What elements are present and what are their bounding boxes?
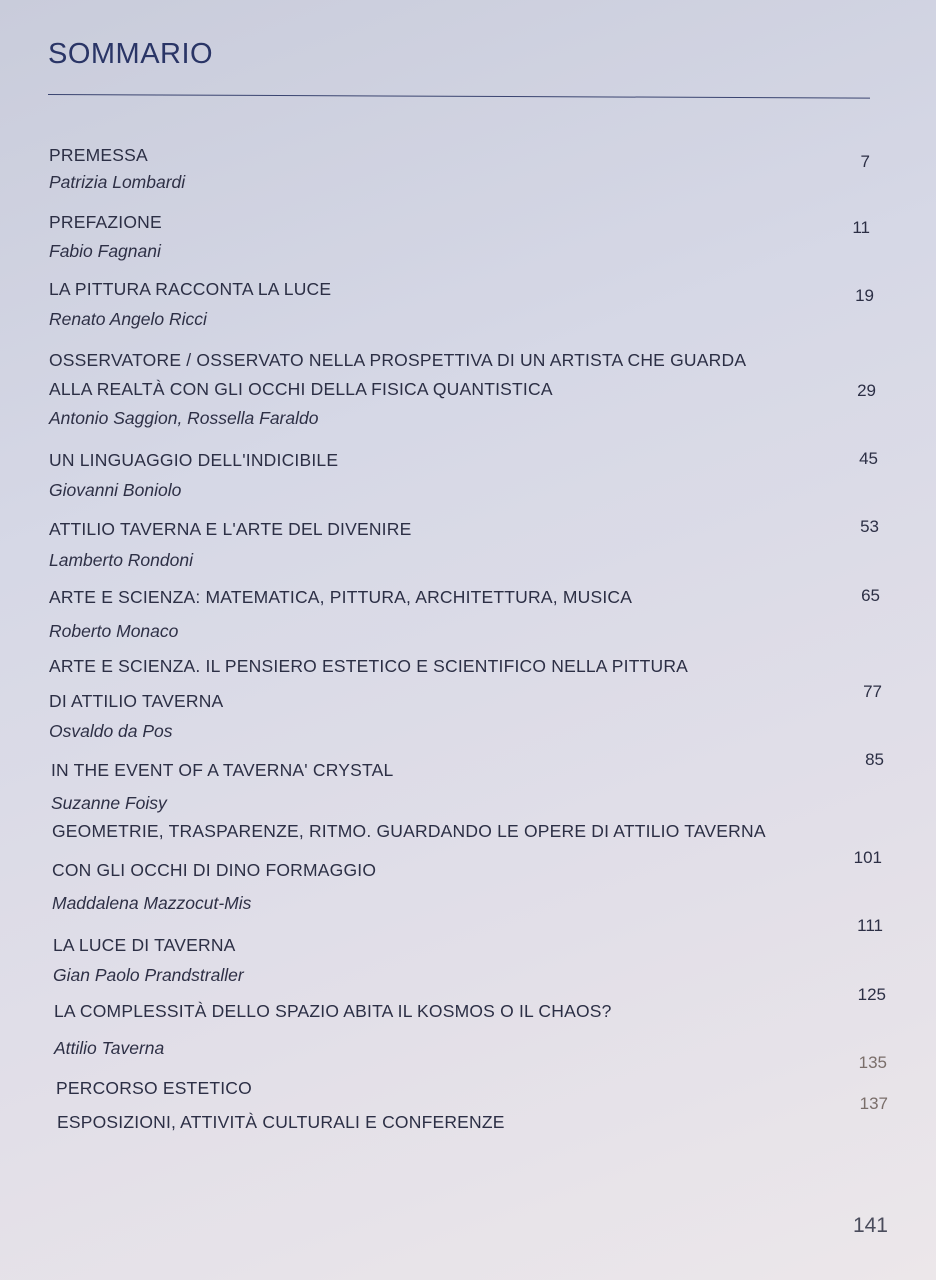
entry-title: ARTE E SCIENZA. IL PENSIERO ESTETICO E SCIENTIFICO NELLA PITTURA [49, 656, 689, 676]
entry-title: LA PITTURA RACCONTA LA LUCE [49, 279, 332, 299]
entry-page-number: 29 [857, 381, 876, 400]
entry-page-number: 11 [852, 218, 870, 237]
entry-page-number: 137 [859, 1094, 888, 1113]
entry-page-number: 101 [853, 848, 882, 867]
entry-page-number: 7 [860, 152, 870, 171]
page-folio-number: 141 [852, 1214, 888, 1237]
entry-author: Lamberto Rondoni [49, 550, 193, 570]
entry-title: UN LINGUAGGIO DELL'INDICIBILE [49, 450, 339, 470]
title-divider [48, 94, 870, 99]
entry-author: Suzanne Foisy [51, 793, 167, 813]
entry-title: LA LUCE DI TAVERNA [53, 935, 236, 955]
entry-title: PERCORSO ESTETICO [56, 1078, 252, 1098]
entry-title: ATTILIO TAVERNA E L'ARTE DEL DIVENIRE [49, 519, 412, 539]
entry-page-number: 65 [861, 586, 880, 605]
entry-author: Attilio Taverna [54, 1038, 165, 1058]
entry-title: PREMESSA [49, 145, 148, 165]
entry-title-line-2: CON GLI OCCHI DI DINO FORMAGGIO [52, 860, 377, 880]
entry-page-number: 125 [857, 985, 886, 1004]
entry-page-number: 45 [859, 449, 878, 468]
entry-title: ARTE E SCIENZA: MATEMATICA, PITTURA, ARCHITETTURA, MUSICA [49, 587, 633, 607]
entry-author: Renato Angelo Ricci [49, 309, 207, 329]
entry-author: Patrizia Lombardi [49, 172, 186, 192]
entry-title: OSSERVATORE / OSSERVATO NELLA PROSPETTIVA DI UN ARTISTA CHE GUARDA [49, 350, 747, 370]
entry-author: Fabio Fagnani [49, 241, 161, 261]
entry-title: ESPOSIZIONI, ATTIVITÀ CULTURALI E CONFERENZE [57, 1112, 505, 1132]
entry-page-number: 85 [865, 750, 884, 769]
page-title: SOMMARIO [48, 38, 214, 70]
entry-title-line-2: ALLA REALTÀ CON GLI OCCHI DELLA FISICA QUANTISTICA [49, 379, 553, 399]
entry-title: LA COMPLESSITÀ DELLO SPAZIO ABITA IL KOSMOS O IL CHAOS? [54, 1001, 612, 1021]
entry-author: Osvaldo da Pos [49, 721, 173, 741]
entry-title: GEOMETRIE, TRASPARENZE, RITMO. GUARDANDO LE OPERE DI ATTILIO TAVERNA [52, 821, 766, 841]
entry-author: Antonio Saggion, Rossella Faraldo [49, 408, 319, 428]
entry-page-number: 111 [857, 916, 883, 935]
entry-author: Gian Paolo Prandstraller [53, 965, 244, 985]
entry-title-line-2: DI ATTILIO TAVERNA [49, 691, 224, 711]
entry-page-number: 19 [855, 286, 874, 305]
entry-author: Maddalena Mazzocut-Mis [52, 893, 252, 913]
entry-title: PREFAZIONE [49, 212, 162, 232]
entry-page-number: 77 [863, 682, 882, 701]
entry-page-number: 135 [858, 1053, 887, 1072]
entry-author: Giovanni Boniolo [49, 480, 182, 500]
entry-page-number: 53 [860, 517, 879, 536]
entry-author: Roberto Monaco [49, 621, 179, 641]
entry-title: IN THE EVENT OF A TAVERNA' CRYSTAL [51, 760, 394, 780]
